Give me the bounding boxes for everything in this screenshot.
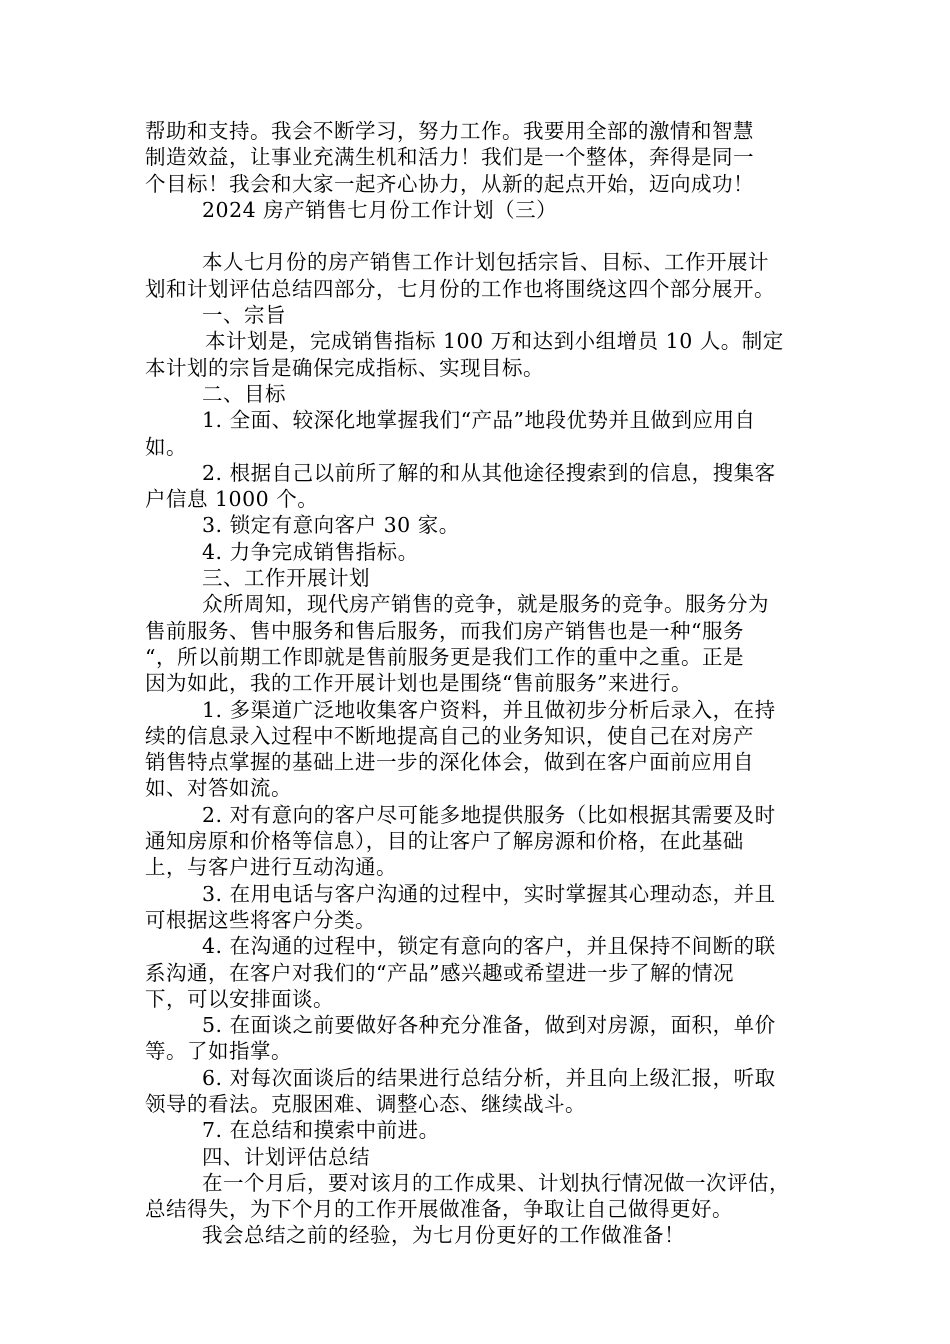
text-line: 3. 锁定有意向客户 30 家。 <box>202 513 460 538</box>
text-line: 如、对答如流。 <box>145 776 292 801</box>
text-line: 4. 力争完成销售指标。 <box>202 539 419 564</box>
text-line: 6. 对每次面谈后的结果进行总结分析，并且向上级汇报，听取 <box>202 1065 776 1090</box>
text-line: 通知房原和价格等信息），目的让客户了解房源和价格，在此基础 <box>145 829 744 854</box>
heading-work-plan: 三、工作开展计划 <box>202 566 370 591</box>
text-line: 系沟通，在客户对我们的“产品”感兴趣或希望进一步了解的情况 <box>145 960 734 985</box>
text-line: 户信息 1000 个。 <box>145 487 319 512</box>
text-line: 售前服务、售中服务和售后服务，而我们房产销售也是一种“服务 <box>145 618 744 643</box>
blank-line <box>145 223 808 249</box>
text-line: 划和计划评估总结四部分，七月份的工作也将围绕这四个部分展开。 <box>145 276 775 301</box>
text-line: 等。了如指掌。 <box>145 1039 292 1064</box>
text-line: 5. 在面谈之前要做好各种充分准备，做到对房源，面积，单价 <box>202 1013 776 1038</box>
heading-purpose: 一、宗旨 <box>202 303 286 328</box>
text-line: 上，与客户进行互动沟通。 <box>145 855 397 880</box>
text-line: 我会总结之前的经验，为七月份更好的工作做准备！ <box>202 1223 685 1248</box>
text-line: 2. 根据自己以前所了解的和从其他途径搜索到的信息，搜集客 <box>202 460 776 485</box>
text-line: 7. 在总结和摸索中前进。 <box>202 1118 440 1143</box>
text-line: 下，可以安排面谈。 <box>145 986 334 1011</box>
text-line: 在一个月后，要对该月的工作成果、计划执行情况做一次评估， <box>202 1170 790 1195</box>
text-line: 2. 对有意向的客户尽可能多地提供服务（比如根据其需要及时 <box>202 802 776 827</box>
text-line: 4. 在沟通的过程中，锁定有意向的客户，并且保持不间断的联 <box>202 934 776 959</box>
heading-evaluation: 四、计划评估总结 <box>202 1144 370 1169</box>
text-line: 1. 全面、较深化地掌握我们“产品”地段优势并且做到应用自 <box>202 408 756 433</box>
text-line: 销售特点掌握的基础上进一步的深化体会，做到在客户面前应用自 <box>145 750 754 775</box>
text-line: 总结得失，为下个月的工作开展做准备，争取让自己做得更好。 <box>145 1197 733 1222</box>
text-line: 续的信息录入过程中不断地提高自己的业务知识，使自己在对房产 <box>145 723 754 748</box>
text-line: 领导的看法。克服困难、调整心态、继续战斗。 <box>145 1091 586 1116</box>
text-line: 本人七月份的房产销售工作计划包括宗旨、目标、工作开展计 <box>202 250 769 275</box>
text-line: 个目标！我会和大家一起齐心协力，从新的起点开始，迈向成功！ <box>145 171 754 196</box>
text-line: 本计划的宗旨是确保完成指标、实现目标。 <box>145 355 544 380</box>
text-line: 本计划是，完成销售指标 100 万和达到小组增员 10 人。制定 <box>205 329 784 354</box>
text-line: “，所以前期工作即就是售前服务更是我们工作的重中之重。正是 <box>145 644 744 669</box>
text-line: 制造效益，让事业充满生机和活力！我们是一个整体，奔得是同一 <box>145 145 754 170</box>
text-line: 帮助和支持。我会不断学习，努力工作。我要用全部的激情和智慧 <box>145 119 754 143</box>
text-line: 众所周知，现代房产销售的竞争，就是服务的竞争。服务分为 <box>202 592 769 617</box>
text-line: 因为如此，我的工作开展计划也是围绕“售前服务”来进行。 <box>145 671 692 696</box>
text-line: 1. 多渠道广泛地收集客户资料，并且做初步分析后录入，在持 <box>202 697 776 722</box>
text-line: 3. 在用电话与客户沟通的过程中，实时掌握其心理动态，并且 <box>202 881 776 906</box>
text-line: 可根据这些将客户分类。 <box>145 907 376 932</box>
text-line: 如。 <box>145 434 187 459</box>
section-title: 2024 房产销售七月份工作计划（三） <box>202 197 558 222</box>
heading-goals: 二、目标 <box>202 381 286 406</box>
